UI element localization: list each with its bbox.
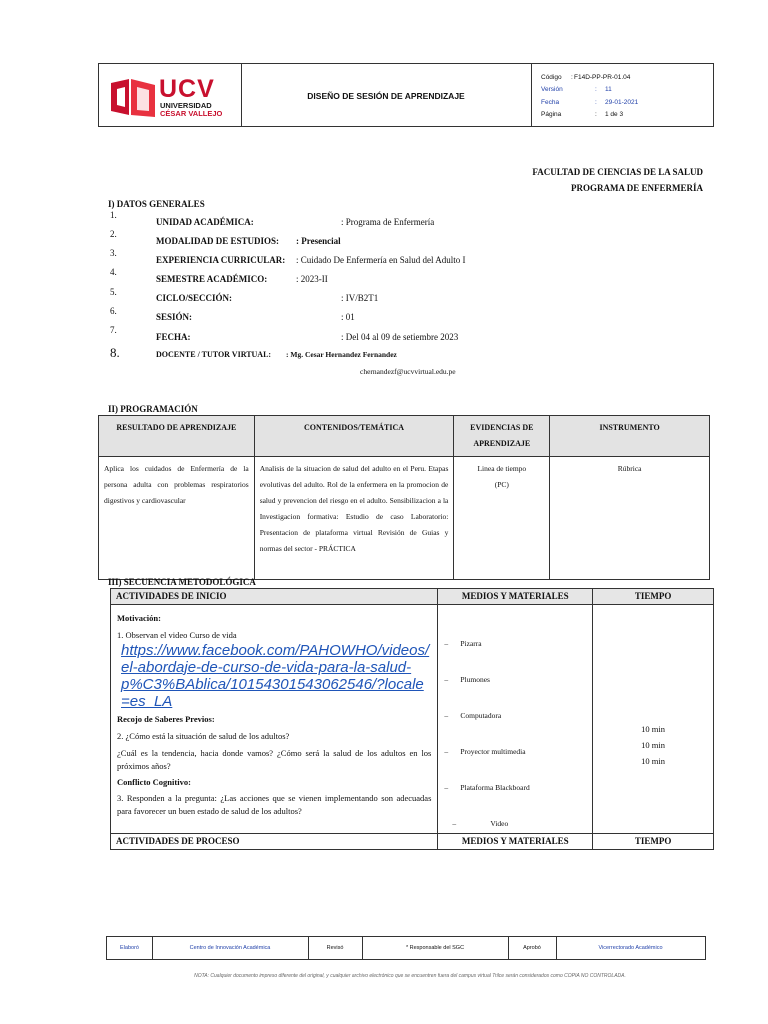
col-header-actividades-proceso: ACTIVIDADES DE PROCESO [111, 834, 438, 850]
evidencia-line2: (PC) [494, 480, 509, 489]
value-ciclo: : IV/B2T1 [341, 293, 379, 303]
label-docente: DOCENTE / TUTOR VIRTUAL: [156, 350, 272, 359]
row-number: 5. [110, 287, 117, 297]
label-experiencia: EXPERIENCIA CURRICULAR: [156, 255, 286, 265]
row-number: 8. [110, 345, 120, 360]
programacion-table [98, 415, 710, 580]
footer-note: NOTA: Cualquier documento impreso diferente del original, y cualquier archivo electrónico que se encuentren fuera del campus virtual Trilce serán considerados como COPIA NO CONTROLADA. [194, 973, 626, 979]
docente-email: chernandezf@ucvvirtual.edu.pe [360, 367, 456, 376]
col-header-contenidos: CONTENIDOS/TEMÁTICA [254, 416, 454, 457]
logo-line1: UNIVERSIDAD [160, 101, 212, 110]
col-header-tiempo-proceso: TIEMPO [593, 834, 714, 850]
col-header-actividades-inicio: ACTIVIDADES DE INICIO [111, 589, 438, 605]
section2-title: II) PROGRAMACIÓN [108, 404, 198, 414]
value-docente: : Mg. Cesar Hernandez Fernandez [286, 350, 397, 359]
cell-contenidos: Analisis de la situacion de salud del adulto en el Peru. Etapas evolutivas del adulto. Rol de la enfermera en la promocion de salud y prevencion del riesgo en el adulto. Sensibilizacion a la Investigacion formativa: Estudio de caso Laboratorio: Presentacion de plataforma virtual Revisión de Guias y normas del sector - PRÁCTICA [254, 457, 454, 580]
value-unidad: : Programa de Enfermería [341, 217, 435, 227]
tiempo-item: 10 min [641, 724, 665, 734]
document-header: UCV UNIVERSIDAD CÉSAR VALLEJO DISEÑO DE SESIÓN DE APRENDIZAJE Código : F14D-PP-PR-01.04 Versión : 11 Fecha : 29-01-2021 Página : 1 de 3 [98, 63, 714, 127]
row-number: 1. [110, 210, 117, 220]
material-item: – Pizarra [444, 639, 482, 648]
label-sesion: SESIÓN: [156, 312, 193, 322]
cell-tiempo [593, 605, 714, 834]
label-semestre: SEMESTRE ACADÉMICO: [156, 274, 268, 284]
cell-resultado: Aplica los cuidados de Enfermería de la persona adulta con problemas respiratorios digestivos y cardiovascular [99, 457, 255, 580]
motivacion-item: 1. Observan el video Curso de vida [117, 630, 237, 640]
logo-line2: CÉSAR VALLEJO [160, 109, 223, 118]
approval-footer [106, 936, 706, 960]
motivacion-title: Motivación: [117, 613, 161, 623]
label-unidad: UNIDAD ACADÉMICA: [156, 217, 254, 227]
col-header-instrumento: INSTRUMENTO [550, 416, 710, 457]
material-item: – Plumones [444, 675, 490, 684]
conflicto-item: 3. Responden a la pregunta: ¿Las acciones que se vienen implementando son adecuadas para favorecer un buen estado de salud de los adultos? [117, 793, 432, 816]
col-header-evidencias: EVIDENCIAS DE APRENDIZAJE [454, 416, 550, 457]
col-header-resultado: RESULTADO DE APRENDIZAJE [99, 416, 255, 457]
footer-reviso-value: * Responsable del SGC [362, 937, 509, 959]
document-title: DISEÑO DE SESIÓN DE APRENDIZAJE [307, 91, 465, 101]
material-item: – Video [452, 819, 509, 828]
footer-aprobo: Aprobó [508, 937, 557, 959]
footer-reviso: Revisó [308, 937, 363, 959]
footer-elaboro: Elaboró [107, 937, 153, 959]
value-modalidad: : Presencial [296, 236, 341, 246]
program-name: PROGRAMA DE ENFERMERÍA [571, 183, 703, 193]
ucv-logo [109, 77, 237, 117]
cell-evidencias [454, 457, 550, 580]
row-number: 2. [110, 229, 117, 239]
cell-materiales [438, 605, 593, 834]
col-header-medios: MEDIOS Y MATERIALES [438, 589, 593, 605]
material-item: – Plataforma Blackboard [444, 783, 530, 792]
cell-instrumento: Rúbrica [550, 457, 710, 580]
value-sesion: : 01 [341, 312, 355, 322]
cell-actividades-inicio [111, 605, 438, 834]
faculty-name: FACULTAD DE CIENCIAS DE LA SALUD [532, 167, 703, 177]
footer-elaboro-value: Centro de Innovación Académica [152, 937, 309, 959]
label-ciclo: CICLO/SECCIÓN: [156, 293, 233, 303]
label-fecha: FECHA: [156, 332, 191, 342]
footer-aprobo-value: Vicerrectorado Académico [598, 945, 663, 951]
row-number: 6. [110, 306, 117, 316]
label-modalidad: MODALIDAD DE ESTUDIOS: [156, 236, 280, 246]
secuencia-table [110, 588, 714, 850]
section1-title: I) DATOS GENERALES [108, 199, 205, 209]
ucv-shield-icon [109, 77, 157, 117]
col-header-tiempo: TIEMPO [593, 589, 714, 605]
logo-brand: UCV [159, 75, 215, 103]
section3-title: III) SECUENCIA METODOLÓGICA [108, 577, 256, 587]
saberes-title: Recojo de Saberes Previos: [117, 714, 215, 724]
material-item: – Proyector multimedia [444, 747, 526, 756]
value-semestre: : 2023-II [296, 274, 328, 284]
row-number: 4. [110, 267, 117, 277]
conflicto-title: Conflicto Cognitivo: [117, 777, 191, 787]
video-link[interactable]: https://www.facebook.com/PAHOWHO/videos/el-abordaje-de-curso-de-vida-para-la-salud-p%C3%BAblica/10154301543062546/?locale=es_LA [121, 642, 430, 710]
row-number: 3. [110, 248, 117, 258]
row-number: 7. [110, 325, 117, 335]
value-fecha: : Del 04 al 09 de setiembre 2023 [341, 332, 459, 342]
evidencia-line1: Linea de tiempo [477, 464, 527, 473]
material-item: – Computadora [444, 711, 502, 720]
tiempo-item: 10 min [641, 756, 665, 766]
saberes-item1: 2. ¿Cómo está la situación de salud de los adultos? [117, 731, 290, 741]
value-experiencia: : Cuidado De Enfermería en Salud del Adulto I [296, 255, 466, 265]
saberes-item2: ¿Cuál es la tendencia, hacia donde vamos? ¿Cómo será la salud de los adultos en los próximos años? [117, 748, 432, 771]
tiempo-item: 10 min [641, 740, 665, 750]
col-header-medios-proceso: MEDIOS Y MATERIALES [438, 834, 593, 850]
